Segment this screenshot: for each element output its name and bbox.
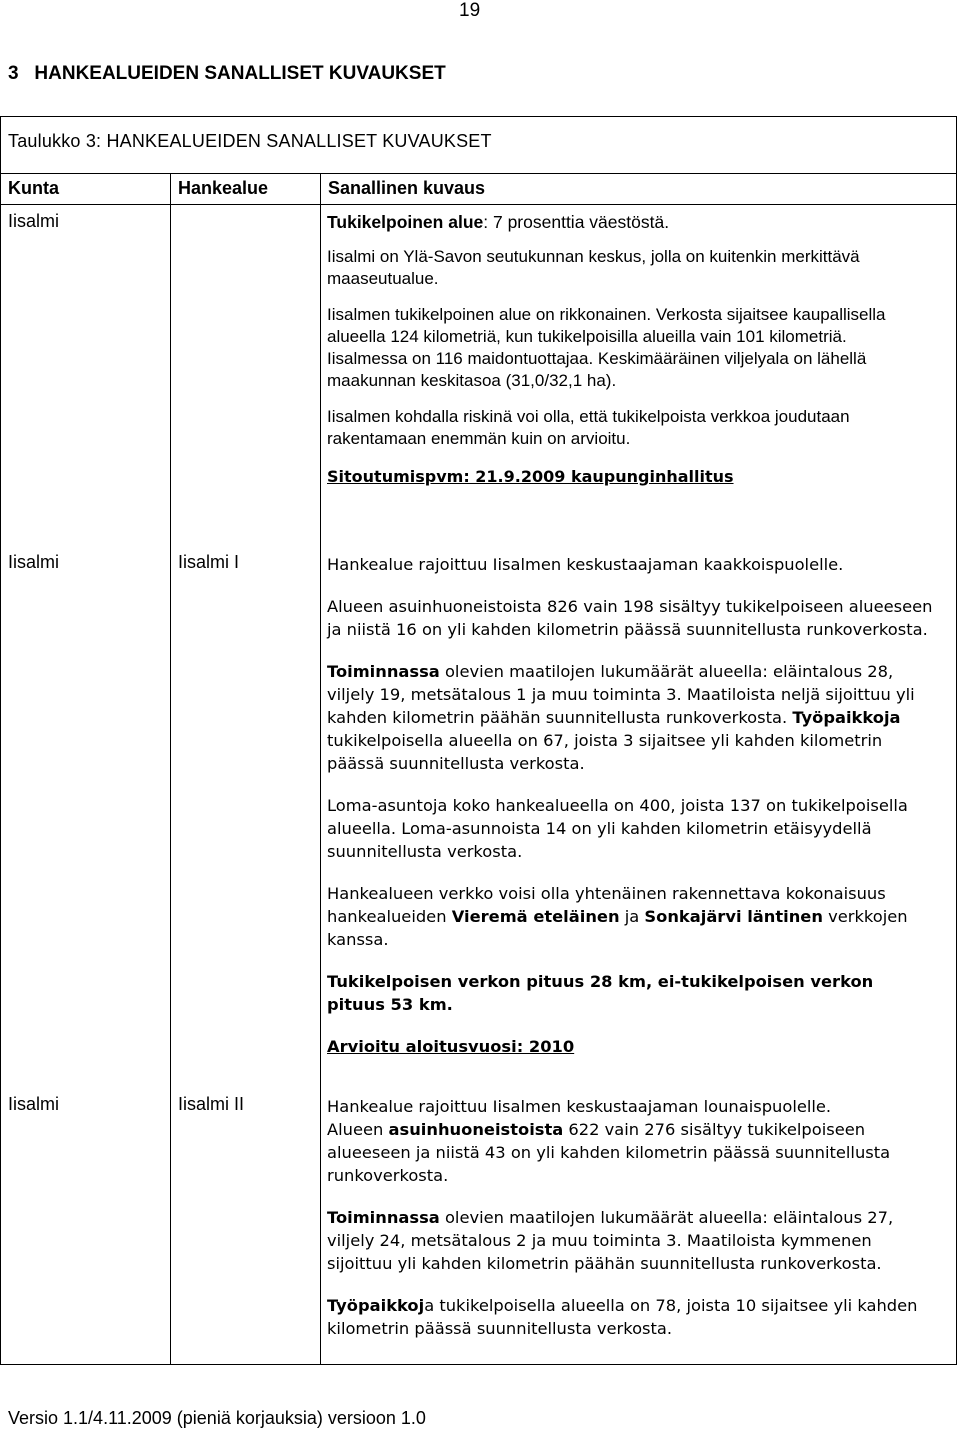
table-border-left <box>0 117 1 1365</box>
row2-p5-b2: Sonkajärvi läntinen <box>644 907 823 926</box>
column-divider-2 <box>320 173 321 1365</box>
row2-p4b: Loma-asunnoista 14 on yli kahden kilometrin etäisyydellä suunnitellusta verkosta. <box>327 819 872 861</box>
row3-p2-b1: asuinhuoneistoista <box>388 1120 564 1139</box>
row3-p2-t2: 622 vain 276 sisältyy tukikelpoiseen alueeseen ja niistä 43 on yli kahden kilometrin päässä suunnitellusta runkoverkosta. <box>327 1120 891 1185</box>
table-border-bottom <box>0 1364 957 1365</box>
page-footer: Versio 1.1/4.11.2009 (pieniä korjauksia) versioon 1.0 <box>8 1408 426 1428</box>
row2-paragraph-1: Hankealue rajoittuu Iisalmen keskustaajaman kaakkoispuolelle. <box>327 555 844 574</box>
row1-p4b: Keskimääräinen viljelyala on lähellä maakunnan keskitasoa (31,0/32,1 ha). <box>327 349 867 390</box>
row2-p5-t1: Hankealueen verkko voisi olla yhtenäinen rakennettava kokonaisuus hankealueiden <box>327 884 886 926</box>
row1-description <box>327 211 947 488</box>
header-kunta: Kunta <box>8 178 59 198</box>
row2-paragraph-2: Alueen asuinhuoneistoista 826 vain 198 sisältyy tukikelpoiseen alueeseen ja niistä 16 on yli kahden kilometrin päässä suunnitellusta runkoverkosta. <box>327 597 933 639</box>
row2-paragraph-6: Tukikelpoisen verkon pituus 28 km, ei-tukikelpoisen verkon pituus 53 km. <box>327 972 874 1014</box>
row1-p3b: Verkosta sijaitsee kaupallisella alueella 124 kilometriä, kun tukikelpoisilla alueilla vain 101 kilometriä. <box>327 305 886 346</box>
row2-p5-t2: ja <box>619 907 645 926</box>
row3-paragraph-4 <box>327 1294 939 1340</box>
row1-p1-rest: : 7 prosenttia väestöstä. <box>483 212 670 232</box>
caption-divider <box>0 173 957 174</box>
column-divider-1 <box>170 173 171 1365</box>
page-number: 19 <box>459 0 481 21</box>
row3-paragraph-1: Hankealue rajoittuu Iisalmen keskustaajaman lounaispuolelle. <box>327 1097 832 1116</box>
row3-p3-t2: Maatiloista kymmenen sijoittuu yli kahden kilometrin päähän suunnitellusta runkoverkosta. <box>327 1231 882 1273</box>
row2-p3-b1: Toiminnassa <box>327 662 440 681</box>
header-hankealue: Hankealue <box>178 178 269 198</box>
row1-paragraph-4 <box>327 348 939 392</box>
row3-paragraph-3 <box>327 1206 941 1275</box>
row1-p6: Sitoutumispvm: 21.9.2009 kaupunginhallitus <box>327 467 734 486</box>
row1-paragraph-6 <box>327 465 947 488</box>
row1-paragraph-1 <box>327 211 947 234</box>
row1-p4a: Iisalmessa on 116 maidontuottajaa. <box>327 349 594 368</box>
row2-p5-b1: Vieremä eteläinen <box>451 907 620 926</box>
header-kuvaus: Sanallinen kuvaus <box>328 178 486 198</box>
row2-p3-t3: tukikelpoisella alueella on 67, joista 3 sijaitsee yli kahden kilometrin päässä suunnitellusta verkosta. <box>327 731 883 773</box>
row2-paragraph-7 <box>327 1035 947 1058</box>
row2-kunta: Iisalmi <box>8 552 60 572</box>
row2-paragraph-3 <box>327 660 941 775</box>
row1-paragraph-5: Iisalmen kohdalla riskinä voi olla, että tukikelpoista verkkoa joudutaan rakentamaan enemmän kuin on arvioitu. <box>327 407 850 448</box>
row2-paragraph-5 <box>327 882 939 951</box>
row3-paragraph-2 <box>327 1118 939 1187</box>
description-table <box>0 116 957 1365</box>
row3-hankealue: Iisalmi II <box>178 1094 245 1114</box>
row3-p4-t1: a tukikelpoisella alueella on 78, joista 10 sijaitsee yli kahden kilometrin päässä suunnitellusta verkosta. <box>327 1296 918 1338</box>
row2-p3-t1: olevien maatilojen lukumäärät alueella: eläintalous 28, viljely 19, metsätalous 1 ja muu toiminta 3. <box>327 662 894 704</box>
row3-description <box>327 1095 947 1340</box>
header-divider <box>0 204 957 205</box>
row1-kunta: Iisalmi <box>8 211 60 231</box>
row3-p3-b1: Toiminnassa <box>327 1208 440 1227</box>
table-caption: Taulukko 3: HANKEALUEIDEN SANALLISET KUVAUKSET <box>8 131 492 151</box>
row1-p1-bold: Tukikelpoinen alue <box>327 212 484 232</box>
row2-p3-b2: Työpaikkoja <box>792 708 901 727</box>
row2-p3-t2: Maatiloista neljä sijoittuu yli kahden kilometrin päähän suunnitellusta runkoverkosta. <box>327 685 915 727</box>
row2-hankealue: Iisalmi I <box>178 552 240 572</box>
row3-p2-t1: Alueen <box>327 1120 389 1139</box>
row1-paragraph-2: Iisalmi on Ylä-Savon seutukunnan keskus, jolla on kuitenkin merkittävä maaseutualue. <box>327 247 860 288</box>
row3-p3-t1: olevien maatilojen lukumäärät alueella: eläintalous 27, viljely 24, metsätalous 2 ja muu toiminta 3. <box>327 1208 894 1250</box>
row2-p7: Arvioitu aloitusvuosi: 2010 <box>327 1037 575 1056</box>
table-border-right <box>956 117 957 1365</box>
row1-paragraph-3 <box>327 304 932 348</box>
row3-p4-b1: Työpaikkoj <box>327 1296 425 1315</box>
section-heading: 3 HANKEALUEIDEN SANALLISET KUVAUKSET <box>8 63 446 84</box>
row1-p3a: Iisalmen tukikelpoinen alue on rikkonainen. <box>327 305 652 324</box>
row3-kunta: Iisalmi <box>8 1094 60 1114</box>
row2-paragraph-4 <box>327 794 939 863</box>
row2-p4a: Loma-asuntoja koko hankealueella on 400, joista 137 on tukikelpoisella alueella. <box>327 796 908 838</box>
row2-p5-t3: verkkojen kanssa. <box>327 907 908 949</box>
row2-description <box>327 553 947 1058</box>
